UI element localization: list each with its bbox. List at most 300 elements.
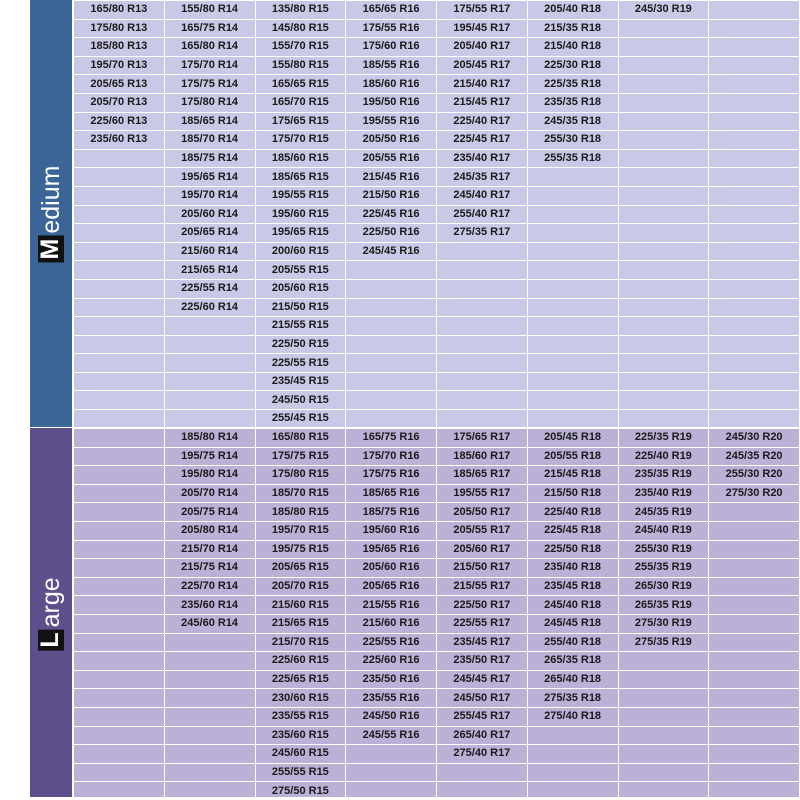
size-cell: 235/40 R19	[618, 484, 709, 503]
size-cell	[164, 391, 255, 410]
size-cell	[437, 242, 528, 261]
size-cell: 175/80 R14	[164, 93, 255, 112]
size-cell	[74, 596, 165, 615]
size-cell: 225/65 R15	[255, 670, 346, 689]
size-cell	[709, 224, 800, 243]
size-cell: 205/70 R14	[164, 484, 255, 503]
size-cell: 205/65 R15	[255, 559, 346, 578]
size-cell: 235/35 R19	[618, 466, 709, 485]
size-cell	[618, 410, 709, 429]
size-cell	[709, 75, 800, 94]
size-cell: 185/65 R17	[437, 466, 528, 485]
size-cell	[618, 38, 709, 57]
size-cell	[346, 335, 437, 354]
size-cell	[74, 335, 165, 354]
size-cell	[437, 410, 528, 429]
size-cell	[164, 745, 255, 764]
size-cell: 205/55 R16	[346, 149, 437, 168]
table-row	[74, 763, 800, 782]
table-row	[74, 372, 800, 391]
table-row	[74, 410, 800, 429]
size-cell	[74, 521, 165, 540]
table-row	[74, 466, 800, 485]
size-cell: 215/45 R18	[527, 466, 618, 485]
size-cell	[709, 633, 800, 652]
medium-size-table	[73, 0, 800, 429]
size-cell: 225/30 R18	[527, 56, 618, 75]
size-cell: 205/60 R17	[437, 540, 528, 559]
table-row	[74, 261, 800, 280]
size-cell: 165/65 R15	[255, 75, 346, 94]
size-cell: 215/70 R15	[255, 633, 346, 652]
size-cell	[709, 707, 800, 726]
size-cell: 165/80 R15	[255, 429, 346, 448]
size-cell: 275/40 R18	[527, 707, 618, 726]
size-cell	[74, 242, 165, 261]
size-cell: 215/70 R14	[164, 540, 255, 559]
size-cell: 245/30 R20	[709, 429, 800, 448]
size-cell	[709, 168, 800, 187]
size-cell	[74, 354, 165, 373]
size-cell: 185/60 R15	[255, 149, 346, 168]
size-cell	[164, 335, 255, 354]
size-cell: 225/35 R18	[527, 75, 618, 94]
size-cell	[618, 149, 709, 168]
size-cell	[527, 224, 618, 243]
size-cell	[74, 298, 165, 317]
table-row	[74, 484, 800, 503]
size-cell	[527, 168, 618, 187]
size-cell: 195/70 R15	[255, 521, 346, 540]
size-cell: 235/55 R16	[346, 689, 437, 708]
size-cell: 175/55 R16	[346, 19, 437, 38]
size-cell: 225/60 R13	[74, 112, 165, 131]
size-cell	[74, 429, 165, 448]
size-cell	[74, 689, 165, 708]
size-cell	[709, 726, 800, 745]
size-cell	[346, 763, 437, 782]
medium-label-initial: M	[38, 235, 64, 262]
size-cell	[527, 298, 618, 317]
size-cell	[618, 112, 709, 131]
size-cell	[618, 279, 709, 298]
size-cell	[346, 317, 437, 336]
size-cell	[618, 168, 709, 187]
size-cell	[618, 317, 709, 336]
size-cell: 165/75 R16	[346, 429, 437, 448]
size-cell: 245/60 R14	[164, 614, 255, 633]
size-cell	[527, 335, 618, 354]
table-row	[74, 726, 800, 745]
size-cell	[346, 745, 437, 764]
size-cell: 195/65 R14	[164, 168, 255, 187]
size-cell	[527, 354, 618, 373]
size-cell: 245/35 R20	[709, 447, 800, 466]
size-cell	[527, 726, 618, 745]
table-row	[74, 205, 800, 224]
size-cell	[709, 596, 800, 615]
size-cell: 195/70 R13	[74, 56, 165, 75]
size-cell	[346, 410, 437, 429]
size-cell: 185/80 R14	[164, 429, 255, 448]
size-cell	[618, 763, 709, 782]
size-cell: 185/65 R15	[255, 168, 346, 187]
size-cell: 145/80 R15	[255, 19, 346, 38]
size-cell: 205/40 R18	[527, 1, 618, 20]
size-cell	[74, 279, 165, 298]
size-cell	[618, 224, 709, 243]
table-row	[74, 149, 800, 168]
size-cell: 245/55 R16	[346, 726, 437, 745]
size-cell: 185/80 R15	[255, 503, 346, 522]
table-row	[74, 559, 800, 578]
size-cell: 225/50 R18	[527, 540, 618, 559]
size-cell	[527, 205, 618, 224]
size-cell: 175/70 R16	[346, 447, 437, 466]
medium-section-label	[38, 165, 64, 262]
size-cell	[709, 56, 800, 75]
size-cell: 235/60 R14	[164, 596, 255, 615]
size-cell: 215/65 R15	[255, 614, 346, 633]
size-cell: 175/75 R15	[255, 447, 346, 466]
size-cell: 255/35 R19	[618, 559, 709, 578]
size-cell: 195/50 R16	[346, 93, 437, 112]
size-cell: 255/30 R19	[618, 540, 709, 559]
size-cell	[618, 689, 709, 708]
size-cell	[709, 19, 800, 38]
table-row	[74, 429, 800, 448]
size-cell	[618, 726, 709, 745]
size-cell: 155/80 R14	[164, 1, 255, 20]
size-cell	[74, 410, 165, 429]
size-cell: 185/70 R15	[255, 484, 346, 503]
size-cell	[709, 372, 800, 391]
size-cell	[74, 391, 165, 410]
size-cell: 265/30 R19	[618, 577, 709, 596]
size-cell: 195/75 R14	[164, 447, 255, 466]
size-cell: 225/35 R19	[618, 429, 709, 448]
size-cell: 255/35 R18	[527, 149, 618, 168]
size-cell: 235/45 R15	[255, 372, 346, 391]
size-cell	[74, 503, 165, 522]
table-row	[74, 577, 800, 596]
size-cell	[618, 56, 709, 75]
table-row	[74, 689, 800, 708]
size-cell: 275/35 R19	[618, 633, 709, 652]
size-cell: 275/30 R20	[709, 484, 800, 503]
size-cell: 175/80 R13	[74, 19, 165, 38]
size-cell	[74, 707, 165, 726]
size-cell: 275/50 R15	[255, 782, 346, 800]
size-cell: 175/65 R17	[437, 429, 528, 448]
size-cell	[709, 652, 800, 671]
size-cell	[709, 689, 800, 708]
size-cell: 265/35 R18	[527, 652, 618, 671]
size-cell: 255/55 R15	[255, 763, 346, 782]
size-cell: 215/55 R15	[255, 317, 346, 336]
size-cell: 195/60 R16	[346, 521, 437, 540]
size-cell	[527, 317, 618, 336]
size-cell: 275/30 R19	[618, 614, 709, 633]
size-cell	[74, 726, 165, 745]
size-cell: 215/40 R17	[437, 75, 528, 94]
size-cell: 235/50 R17	[437, 652, 528, 671]
size-cell	[709, 503, 800, 522]
size-cell: 235/60 R13	[74, 131, 165, 150]
size-cell: 155/70 R15	[255, 38, 346, 57]
size-cell	[709, 577, 800, 596]
size-cell	[437, 763, 528, 782]
size-cell	[346, 279, 437, 298]
size-cell	[709, 131, 800, 150]
size-cell: 185/65 R16	[346, 484, 437, 503]
size-cell	[74, 745, 165, 764]
size-cell	[346, 372, 437, 391]
size-cell	[74, 317, 165, 336]
size-cell	[709, 93, 800, 112]
size-cell	[709, 391, 800, 410]
size-cell	[164, 633, 255, 652]
table-row	[74, 224, 800, 243]
size-cell	[618, 391, 709, 410]
size-cell	[709, 205, 800, 224]
size-cell: 205/70 R13	[74, 93, 165, 112]
size-cell: 215/60 R15	[255, 596, 346, 615]
size-cell: 215/40 R18	[527, 38, 618, 57]
size-cell: 195/55 R17	[437, 484, 528, 503]
table-row	[74, 614, 800, 633]
size-cell: 265/35 R19	[618, 596, 709, 615]
table-row	[74, 633, 800, 652]
size-cell: 185/65 R14	[164, 112, 255, 131]
size-cell: 205/70 R15	[255, 577, 346, 596]
size-cell: 225/40 R18	[527, 503, 618, 522]
size-cell	[437, 354, 528, 373]
size-cell: 205/75 R14	[164, 503, 255, 522]
size-cell	[709, 186, 800, 205]
table-row	[74, 354, 800, 373]
size-cell: 225/50 R17	[437, 596, 528, 615]
size-cell: 205/60 R14	[164, 205, 255, 224]
size-cell: 185/70 R14	[164, 131, 255, 150]
size-cell	[709, 317, 800, 336]
size-cell	[74, 633, 165, 652]
size-cell	[709, 112, 800, 131]
size-cell: 215/45 R17	[437, 93, 528, 112]
size-cell	[709, 149, 800, 168]
size-cell	[74, 652, 165, 671]
size-cell: 245/60 R15	[255, 745, 346, 764]
size-cell	[618, 242, 709, 261]
table-row	[74, 19, 800, 38]
size-cell	[618, 19, 709, 38]
size-cell	[74, 763, 165, 782]
size-cell: 225/60 R16	[346, 652, 437, 671]
size-cell	[74, 224, 165, 243]
size-cell	[709, 261, 800, 280]
size-cell	[437, 372, 528, 391]
large-section-label	[38, 577, 64, 650]
size-cell	[437, 391, 528, 410]
size-cell	[164, 689, 255, 708]
size-cell	[709, 670, 800, 689]
size-cell: 205/65 R16	[346, 577, 437, 596]
size-cell	[709, 745, 800, 764]
table-row	[74, 242, 800, 261]
size-cell	[74, 559, 165, 578]
size-cell: 215/55 R17	[437, 577, 528, 596]
size-cell	[709, 354, 800, 373]
size-cell	[618, 335, 709, 354]
size-cell: 185/60 R17	[437, 447, 528, 466]
size-cell: 275/35 R17	[437, 224, 528, 243]
size-cell: 245/40 R19	[618, 521, 709, 540]
size-cell: 215/50 R17	[437, 559, 528, 578]
size-cell: 175/75 R16	[346, 466, 437, 485]
size-cell: 225/70 R14	[164, 577, 255, 596]
size-cell	[164, 372, 255, 391]
size-cell	[74, 484, 165, 503]
size-cell: 165/80 R13	[74, 1, 165, 20]
size-cell: 215/45 R16	[346, 168, 437, 187]
size-cell: 205/55 R17	[437, 521, 528, 540]
size-cell	[618, 298, 709, 317]
size-cell: 225/50 R15	[255, 335, 346, 354]
size-cell	[527, 186, 618, 205]
size-cell	[74, 540, 165, 559]
large-size-table	[73, 428, 800, 800]
size-cell: 235/35 R18	[527, 93, 618, 112]
size-cell: 205/80 R14	[164, 521, 255, 540]
size-cell: 265/40 R18	[527, 670, 618, 689]
size-cell: 235/40 R17	[437, 149, 528, 168]
size-cell: 205/65 R14	[164, 224, 255, 243]
size-cell: 205/50 R16	[346, 131, 437, 150]
size-cell: 215/55 R16	[346, 596, 437, 615]
table-row	[74, 298, 800, 317]
size-cell	[709, 335, 800, 354]
size-cell: 245/45 R17	[437, 670, 528, 689]
table-row	[74, 56, 800, 75]
size-cell: 275/40 R17	[437, 745, 528, 764]
size-cell	[618, 93, 709, 112]
table-row	[74, 652, 800, 671]
size-cell: 135/80 R15	[255, 1, 346, 20]
size-cell	[74, 614, 165, 633]
size-cell	[74, 149, 165, 168]
size-cell: 225/55 R17	[437, 614, 528, 633]
size-cell	[618, 75, 709, 94]
size-cell: 215/50 R18	[527, 484, 618, 503]
size-cell: 245/35 R17	[437, 168, 528, 187]
size-cell: 235/45 R17	[437, 633, 528, 652]
size-cell: 205/65 R13	[74, 75, 165, 94]
table-row	[74, 112, 800, 131]
table-row	[74, 521, 800, 540]
size-cell	[346, 298, 437, 317]
table-row	[74, 38, 800, 57]
size-cell	[709, 521, 800, 540]
size-cell: 255/30 R20	[709, 466, 800, 485]
table-row	[74, 279, 800, 298]
size-cell	[527, 410, 618, 429]
size-cell	[164, 652, 255, 671]
size-cell	[74, 670, 165, 689]
size-cell	[164, 670, 255, 689]
size-cell	[527, 763, 618, 782]
size-cell	[527, 391, 618, 410]
size-cell: 195/55 R15	[255, 186, 346, 205]
size-cell: 225/60 R15	[255, 652, 346, 671]
size-cell: 195/65 R15	[255, 224, 346, 243]
size-cell	[709, 298, 800, 317]
size-cell: 165/65 R16	[346, 1, 437, 20]
size-cell: 175/70 R14	[164, 56, 255, 75]
size-cell: 175/70 R15	[255, 131, 346, 150]
size-cell: 225/45 R17	[437, 131, 528, 150]
size-cell: 185/80 R13	[74, 38, 165, 57]
table-row	[74, 317, 800, 336]
size-cell: 165/80 R14	[164, 38, 255, 57]
size-cell: 245/45 R16	[346, 242, 437, 261]
table-row	[74, 391, 800, 410]
table-row	[74, 1, 800, 20]
table-row	[74, 707, 800, 726]
size-cell: 175/80 R15	[255, 466, 346, 485]
size-cell: 215/50 R16	[346, 186, 437, 205]
table-row	[74, 168, 800, 187]
size-cell: 185/55 R16	[346, 56, 437, 75]
size-cell: 205/45 R17	[437, 56, 528, 75]
size-cell: 205/60 R16	[346, 559, 437, 578]
size-cell: 175/55 R17	[437, 1, 528, 20]
size-cell: 245/40 R17	[437, 186, 528, 205]
size-cell	[437, 279, 528, 298]
size-cell	[527, 372, 618, 391]
size-cell	[346, 354, 437, 373]
size-cell	[74, 447, 165, 466]
size-cell: 195/45 R17	[437, 19, 528, 38]
size-cell: 195/80 R14	[164, 466, 255, 485]
size-cell: 195/65 R16	[346, 540, 437, 559]
size-cell	[164, 410, 255, 429]
size-cell	[527, 279, 618, 298]
size-cell: 245/50 R15	[255, 391, 346, 410]
size-cell: 235/40 R18	[527, 559, 618, 578]
size-cell	[74, 466, 165, 485]
size-cell: 155/80 R15	[255, 56, 346, 75]
table-row	[74, 670, 800, 689]
size-cell	[164, 763, 255, 782]
size-cell: 165/75 R14	[164, 19, 255, 38]
size-cell: 195/55 R16	[346, 112, 437, 131]
size-cell	[164, 317, 255, 336]
size-cell: 205/55 R15	[255, 261, 346, 280]
size-cell	[346, 391, 437, 410]
large-label-rest: arge	[36, 577, 65, 628]
medium-label-rest: edium	[36, 165, 65, 234]
size-cell: 195/60 R15	[255, 205, 346, 224]
size-cell	[709, 1, 800, 20]
size-cell: 225/60 R14	[164, 298, 255, 317]
size-cell	[618, 131, 709, 150]
table-row	[74, 93, 800, 112]
size-cell	[437, 335, 528, 354]
size-cell	[618, 745, 709, 764]
size-cell: 235/55 R15	[255, 707, 346, 726]
size-cell	[527, 242, 618, 261]
size-cell: 255/45 R17	[437, 707, 528, 726]
